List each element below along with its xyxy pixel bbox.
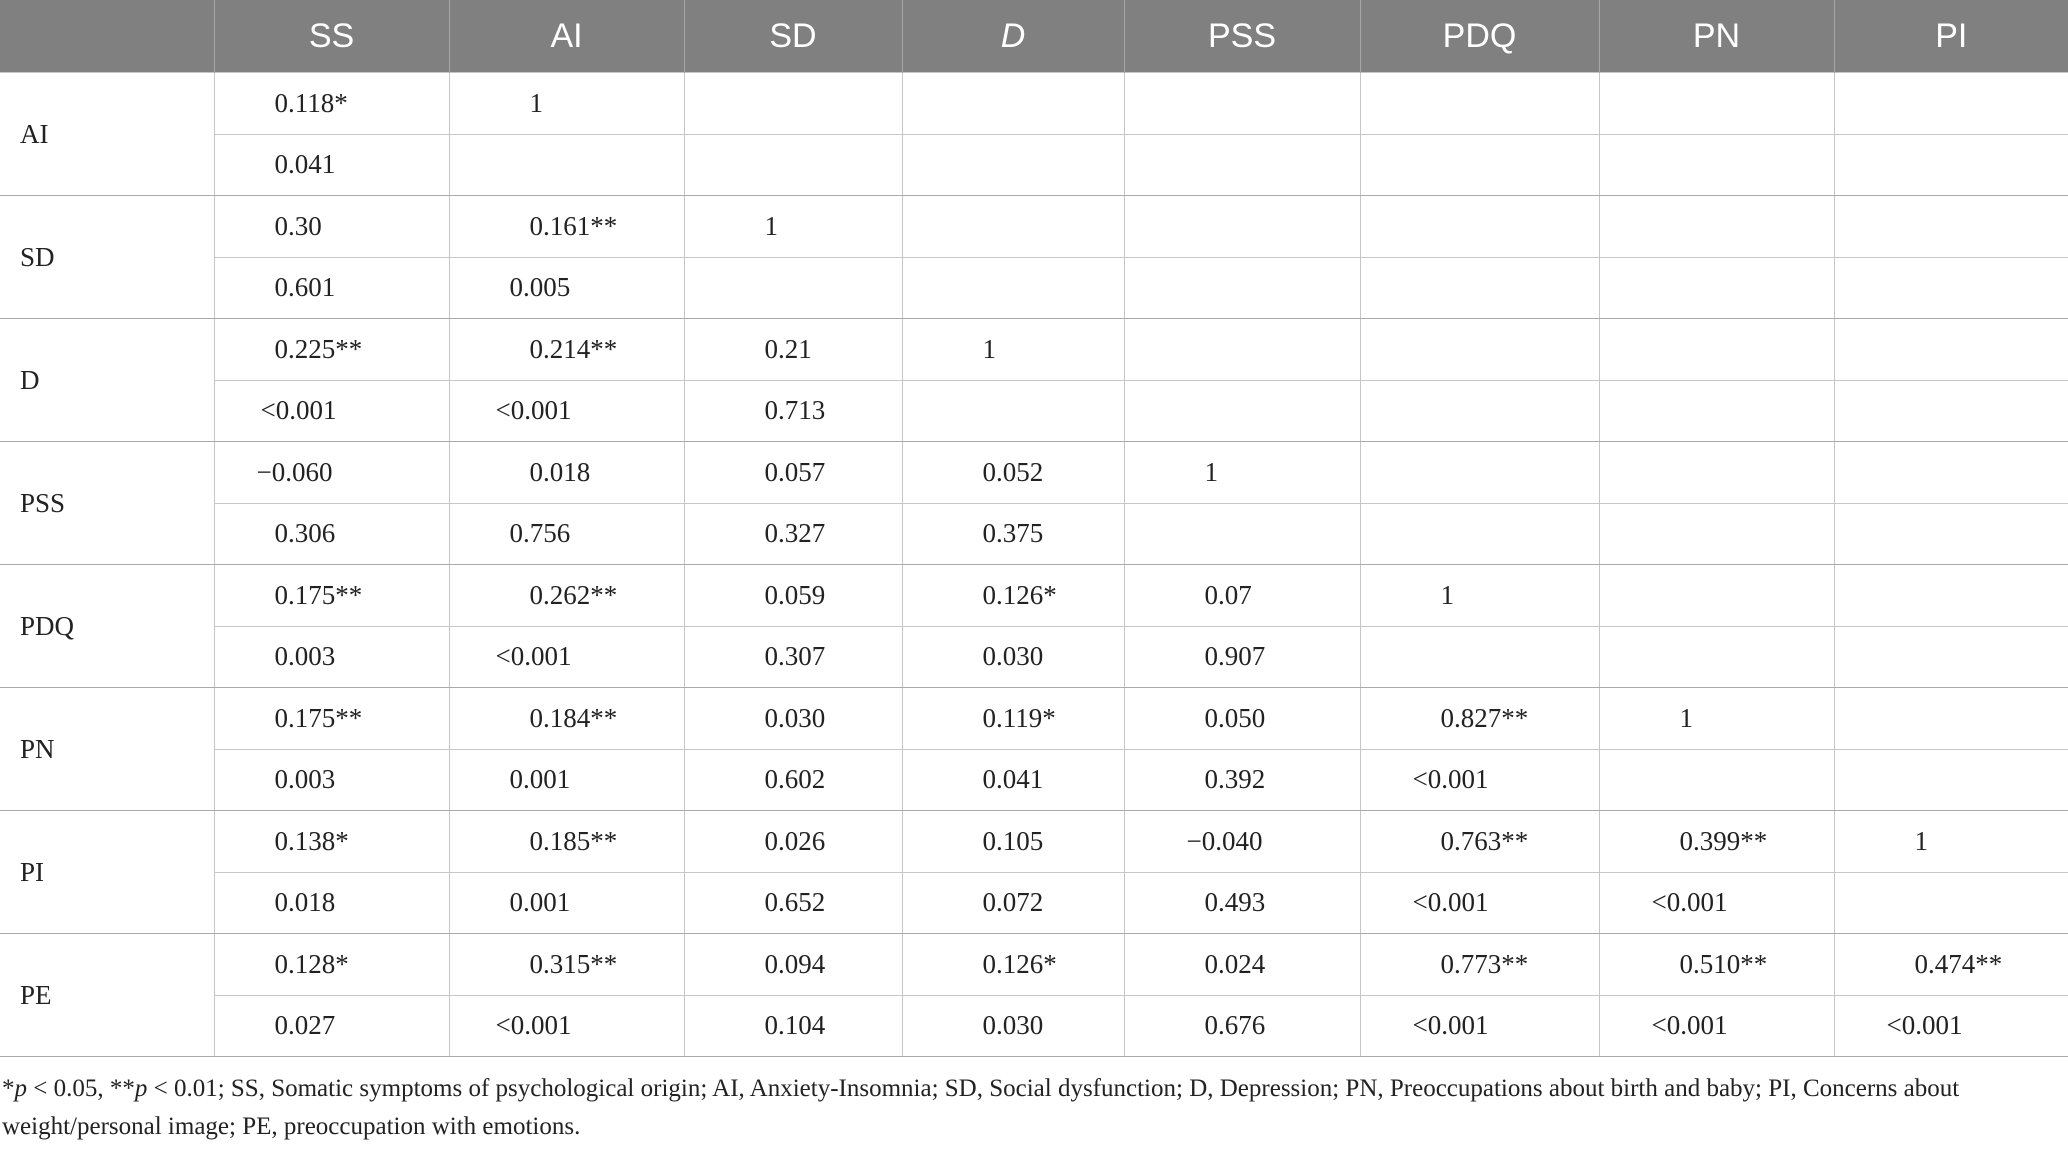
footnote-abbreviations: < 0.01; SS, Somatic symptoms of psychological origin; AI, Anxiety-Insomnia; SD, Social dysfunction; D, Depression; PN, Preoccupations about birth and baby; PI, Concerns about weight/personal image; PE, preoccupation with emotions.	[2, 1075, 1960, 1140]
correlation-value: 0.214**	[529, 333, 618, 364]
correlation-row	[0, 196, 2068, 258]
p-value-cell	[214, 995, 449, 1057]
correlation-cell	[1360, 688, 1599, 750]
correlation-cell	[214, 319, 449, 381]
p-value-cell	[1124, 995, 1360, 1057]
correlation-value: 0.138*	[274, 825, 349, 856]
p-value-cell	[684, 872, 902, 934]
p-value: <0.001	[1412, 1010, 1489, 1041]
correlation-cell	[1599, 688, 1834, 750]
correlation-value: 0.175**	[274, 702, 363, 733]
correlation-value: 0.126*	[982, 579, 1057, 610]
correlation-value: 0.030	[764, 702, 826, 733]
p-value-cell	[684, 995, 902, 1057]
p-value: 0.327	[764, 518, 826, 549]
p-value: <0.001	[1412, 764, 1489, 795]
p-value: <0.001	[1886, 1010, 1963, 1041]
p-value: 0.104	[764, 1010, 826, 1041]
row-label: SD	[0, 196, 214, 319]
correlation-cell	[1599, 73, 1834, 135]
p-value-cell	[1124, 503, 1360, 565]
p-value: <0.001	[495, 395, 572, 426]
p-value-cell	[902, 872, 1124, 934]
p-value-cell	[1360, 134, 1599, 196]
p-value-cell	[1360, 749, 1599, 811]
correlation-row	[0, 442, 2068, 504]
correlation-row	[0, 688, 2068, 750]
p-value-cell	[214, 503, 449, 565]
correlation-value: 0.018	[529, 456, 591, 487]
p-value: <0.001	[495, 641, 572, 672]
p-value: 0.072	[982, 887, 1044, 918]
p-value-row	[0, 257, 2068, 319]
correlation-cell	[1360, 934, 1599, 996]
p-value-cell	[1124, 872, 1360, 934]
p-value-cell	[214, 626, 449, 688]
correlation-value: 0.399**	[1679, 825, 1768, 856]
p-value: <0.001	[495, 1010, 572, 1041]
correlation-cell	[449, 73, 684, 135]
p-value-cell	[902, 995, 1124, 1057]
correlation-cell	[1834, 934, 2068, 996]
column-header-pn: PN	[1599, 0, 1834, 73]
p-value-cell	[1124, 749, 1360, 811]
correlation-value: 0.094	[764, 948, 826, 979]
p-value-cell	[449, 626, 684, 688]
correlation-cell	[1834, 688, 2068, 750]
p-value-cell	[449, 872, 684, 934]
p-value-cell	[1360, 872, 1599, 934]
correlation-cell	[902, 811, 1124, 873]
p-value-cell	[1834, 995, 2068, 1057]
p-value: 0.713	[764, 395, 826, 426]
correlation-cell	[684, 73, 902, 135]
p-value-cell	[1834, 749, 2068, 811]
correlation-value: 1	[1914, 825, 1928, 856]
p-value-cell	[1834, 626, 2068, 688]
p-value: 0.041	[274, 149, 336, 180]
correlation-value: 0.024	[1204, 948, 1266, 979]
p-value-cell	[214, 257, 449, 319]
p-value-cell	[1599, 257, 1834, 319]
p-value: 0.001	[509, 764, 571, 795]
p-value: 0.030	[982, 641, 1044, 672]
p-value: 0.493	[1204, 887, 1266, 918]
p-value-cell	[1599, 749, 1834, 811]
p-value-cell	[214, 380, 449, 442]
correlation-cell	[1599, 565, 1834, 627]
correlation-value: 0.161**	[529, 210, 618, 241]
p-value-cell	[1360, 380, 1599, 442]
row-label: PSS	[0, 442, 214, 565]
row-label: PN	[0, 688, 214, 811]
p-value-cell	[449, 995, 684, 1057]
p-value: 0.003	[274, 641, 336, 672]
correlation-value: 0.07	[1204, 579, 1252, 610]
footnote-sig1-prefix: *	[2, 1075, 15, 1102]
correlation-cell	[1124, 196, 1360, 258]
p-value-cell	[1834, 503, 2068, 565]
correlation-value: 1	[982, 333, 996, 364]
correlation-value: 0.119*	[982, 702, 1056, 733]
table-body	[0, 73, 2068, 1057]
p-value: 0.601	[274, 272, 336, 303]
correlation-value: 0.026	[764, 825, 826, 856]
p-value-cell	[684, 257, 902, 319]
correlation-value: 0.126*	[982, 948, 1057, 979]
footnote-p-symbol: p	[134, 1075, 148, 1102]
column-header-pi: PI	[1834, 0, 2068, 73]
correlation-value: 0.827**	[1440, 702, 1529, 733]
p-value: 0.756	[509, 518, 571, 549]
p-value-row	[0, 626, 2068, 688]
row-label: PI	[0, 811, 214, 934]
correlation-cell	[1599, 934, 1834, 996]
correlation-cell	[684, 688, 902, 750]
correlation-value: 1	[1679, 702, 1693, 733]
correlation-value: 0.474**	[1914, 948, 2003, 979]
correlation-row	[0, 319, 2068, 381]
p-value: 0.307	[764, 641, 826, 672]
p-value-cell	[902, 134, 1124, 196]
correlation-cell	[902, 196, 1124, 258]
header-corner-cell	[0, 0, 214, 73]
p-value: <0.001	[1651, 1010, 1728, 1041]
correlation-cell	[449, 196, 684, 258]
correlation-cell	[1124, 934, 1360, 996]
p-value: 0.676	[1204, 1010, 1266, 1041]
column-header-ss: SS	[214, 0, 449, 73]
correlation-cell	[684, 196, 902, 258]
table-footnote	[2, 1070, 2062, 1146]
correlation-value: 0.262**	[529, 579, 618, 610]
correlation-cell	[1834, 442, 2068, 504]
p-value: 0.602	[764, 764, 826, 795]
p-value: 0.027	[274, 1010, 336, 1041]
correlation-cell	[1360, 811, 1599, 873]
correlation-value: 1	[529, 87, 543, 118]
correlation-value: 0.184**	[529, 702, 618, 733]
correlation-row	[0, 73, 2068, 135]
correlation-value: 0.315**	[529, 948, 618, 979]
p-value-cell	[1599, 503, 1834, 565]
correlation-value: 0.175**	[274, 579, 363, 610]
header-row	[0, 0, 2068, 73]
correlation-value: 0.128*	[274, 948, 349, 979]
correlation-cell	[1124, 565, 1360, 627]
correlation-cell	[1360, 565, 1599, 627]
correlation-value: 0.30	[274, 210, 322, 241]
correlation-value: 1	[1204, 456, 1218, 487]
correlation-cell	[1360, 196, 1599, 258]
p-value-cell	[902, 503, 1124, 565]
correlation-cell	[1834, 565, 2068, 627]
p-value-cell	[1124, 380, 1360, 442]
correlation-cell	[1360, 442, 1599, 504]
p-value-cell	[1834, 257, 2068, 319]
correlation-cell	[684, 934, 902, 996]
p-value: 0.005	[509, 272, 571, 303]
p-value-cell	[449, 503, 684, 565]
p-value: 0.003	[274, 764, 336, 795]
correlation-cell	[902, 934, 1124, 996]
correlation-cell	[214, 196, 449, 258]
correlation-value: 0.763**	[1440, 825, 1529, 856]
correlation-cell	[449, 811, 684, 873]
p-value: <0.001	[1651, 887, 1728, 918]
p-value: 0.375	[982, 518, 1044, 549]
correlation-cell	[1834, 196, 2068, 258]
correlation-value: 0.510**	[1679, 948, 1768, 979]
correlation-cell	[214, 442, 449, 504]
p-value-cell	[214, 872, 449, 934]
correlation-cell	[1599, 196, 1834, 258]
correlation-cell	[1599, 319, 1834, 381]
correlation-value: 0.225**	[274, 333, 363, 364]
p-value-row	[0, 503, 2068, 565]
p-value-cell	[1360, 995, 1599, 1057]
correlation-value: 1	[1440, 579, 1454, 610]
p-value-cell	[449, 134, 684, 196]
p-value-cell	[902, 257, 1124, 319]
correlation-cell	[214, 811, 449, 873]
correlation-value: −0.060	[256, 456, 333, 487]
p-value-cell	[1599, 995, 1834, 1057]
p-value-cell	[684, 134, 902, 196]
p-value-cell	[1599, 380, 1834, 442]
correlation-cell	[902, 688, 1124, 750]
p-value-row	[0, 995, 2068, 1057]
correlation-row	[0, 934, 2068, 996]
correlation-value: 0.050	[1204, 702, 1266, 733]
correlation-cell	[1834, 319, 2068, 381]
correlation-cell	[684, 319, 902, 381]
correlation-cell	[1124, 73, 1360, 135]
p-value-cell	[684, 626, 902, 688]
p-value-cell	[684, 380, 902, 442]
p-value-cell	[1124, 626, 1360, 688]
correlation-cell	[214, 688, 449, 750]
p-value: 0.392	[1204, 764, 1266, 795]
p-value: 0.907	[1204, 641, 1266, 672]
correlation-cell	[1124, 319, 1360, 381]
correlation-value: 0.118*	[274, 87, 348, 118]
correlation-value: 0.21	[764, 333, 812, 364]
p-value-cell	[1360, 626, 1599, 688]
correlation-cell	[1124, 442, 1360, 504]
correlation-value: 0.105	[982, 825, 1044, 856]
column-header-sd: SD	[684, 0, 902, 73]
p-value-cell	[1599, 134, 1834, 196]
p-value-cell	[1360, 503, 1599, 565]
correlation-cell	[449, 688, 684, 750]
correlation-cell	[449, 442, 684, 504]
correlation-cell	[449, 565, 684, 627]
correlation-cell	[684, 442, 902, 504]
p-value-row	[0, 872, 2068, 934]
p-value-cell	[684, 749, 902, 811]
correlation-cell	[684, 565, 902, 627]
correlation-row	[0, 811, 2068, 873]
correlation-value: 0.052	[982, 456, 1044, 487]
correlation-cell	[902, 319, 1124, 381]
correlation-value: 1	[764, 210, 778, 241]
correlation-cell	[1360, 73, 1599, 135]
p-value-cell	[1599, 626, 1834, 688]
correlation-cell	[1834, 73, 2068, 135]
correlation-cell	[684, 811, 902, 873]
correlation-value: −0.040	[1186, 825, 1263, 856]
p-value-cell	[684, 503, 902, 565]
correlation-value: 0.057	[764, 456, 826, 487]
correlation-cell	[449, 319, 684, 381]
correlation-value: 0.185**	[529, 825, 618, 856]
correlation-cell	[902, 73, 1124, 135]
column-header-d: D	[902, 0, 1124, 73]
p-value: 0.001	[509, 887, 571, 918]
p-value: 0.306	[274, 518, 336, 549]
p-value: 0.041	[982, 764, 1044, 795]
p-value-cell	[902, 626, 1124, 688]
correlation-cell	[214, 565, 449, 627]
p-value-cell	[902, 380, 1124, 442]
footnote-sig1-rest: < 0.05, **	[27, 1075, 135, 1102]
column-header-pss: PSS	[1124, 0, 1360, 73]
column-header-ai: AI	[449, 0, 684, 73]
correlation-cell	[902, 565, 1124, 627]
correlation-value: 0.059	[764, 579, 826, 610]
correlation-cell	[1599, 442, 1834, 504]
p-value-cell	[1360, 257, 1599, 319]
correlation-cell	[1360, 319, 1599, 381]
p-value-cell	[1599, 872, 1834, 934]
correlation-row	[0, 565, 2068, 627]
p-value: 0.652	[764, 887, 826, 918]
column-header-pdq: PDQ	[1360, 0, 1599, 73]
correlation-cell	[214, 73, 449, 135]
row-label: D	[0, 319, 214, 442]
correlation-cell	[1124, 688, 1360, 750]
correlation-cell	[1124, 811, 1360, 873]
row-label: AI	[0, 73, 214, 196]
p-value-cell	[214, 134, 449, 196]
row-label: PDQ	[0, 565, 214, 688]
p-value-cell	[449, 380, 684, 442]
p-value-cell	[214, 749, 449, 811]
p-value: 0.030	[982, 1010, 1044, 1041]
correlation-cell	[449, 934, 684, 996]
p-value-cell	[902, 749, 1124, 811]
p-value-cell	[1124, 134, 1360, 196]
p-value: 0.018	[274, 887, 336, 918]
p-value-cell	[1834, 380, 2068, 442]
correlation-cell	[214, 934, 449, 996]
correlation-cell	[902, 442, 1124, 504]
row-label: PE	[0, 934, 214, 1057]
p-value-row	[0, 134, 2068, 196]
p-value-cell	[449, 257, 684, 319]
correlation-cell	[1599, 811, 1834, 873]
p-value-cell	[449, 749, 684, 811]
footnote-p-symbol: p	[14, 1075, 27, 1102]
p-value-row	[0, 380, 2068, 442]
p-value-cell	[1834, 872, 2068, 934]
correlation-cell	[1834, 811, 2068, 873]
correlation-value: 0.773**	[1440, 948, 1529, 979]
p-value: <0.001	[1412, 887, 1489, 918]
p-value-cell	[1834, 134, 2068, 196]
p-value-row	[0, 749, 2068, 811]
p-value: <0.001	[260, 395, 337, 426]
p-value-cell	[1124, 257, 1360, 319]
